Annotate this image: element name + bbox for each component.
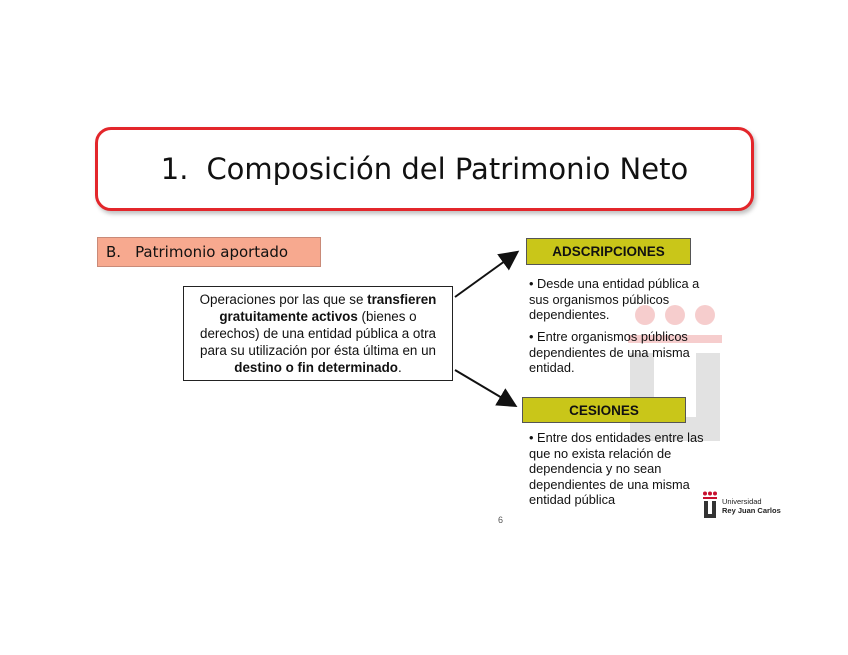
definition-part: (bienes o derechos) de una entidad pública a otra para su utilización por ésta última en un (200, 309, 436, 358)
section-letter: B. (106, 243, 122, 261)
cesiones-label: CESIONES (522, 397, 686, 423)
arrow-to-cesiones (455, 370, 514, 405)
adscripciones-bullet-2: • Entre organismos públicos dependientes de una misma entidad. (529, 329, 690, 375)
definition-part: . (397, 360, 402, 375)
adscripciones-bullet-1: • Desde una entidad pública a sus organismos públicos dependientes. (529, 276, 700, 322)
definition-part: Operaciones por las que se (199, 292, 368, 307)
cesiones-bullet-1: • Entre dos entidades entre las que no exista relación de dependencia y no sean dependientes de una misma entidad pública (529, 430, 704, 507)
page-title: Composición del Patrimonio Neto (206, 152, 689, 186)
university-crest-icon (702, 491, 718, 521)
university-logo (702, 488, 787, 524)
title-number: 1. (160, 152, 189, 186)
university-name-line2: Rey Juan Carlos (722, 506, 781, 515)
definition-part-bold: transfieren gratuitamente activos (219, 292, 437, 324)
university-name-line1: Universidad (722, 497, 762, 506)
page-number: 6 (498, 515, 504, 525)
university-name (722, 497, 781, 515)
arrow-to-adscripciones (455, 253, 516, 297)
adscripciones-label: ADSCRIPCIONES (526, 238, 691, 265)
section-label: Patrimonio aportado (135, 243, 289, 261)
definition-part-bold: destino o fin determinado (234, 360, 398, 375)
